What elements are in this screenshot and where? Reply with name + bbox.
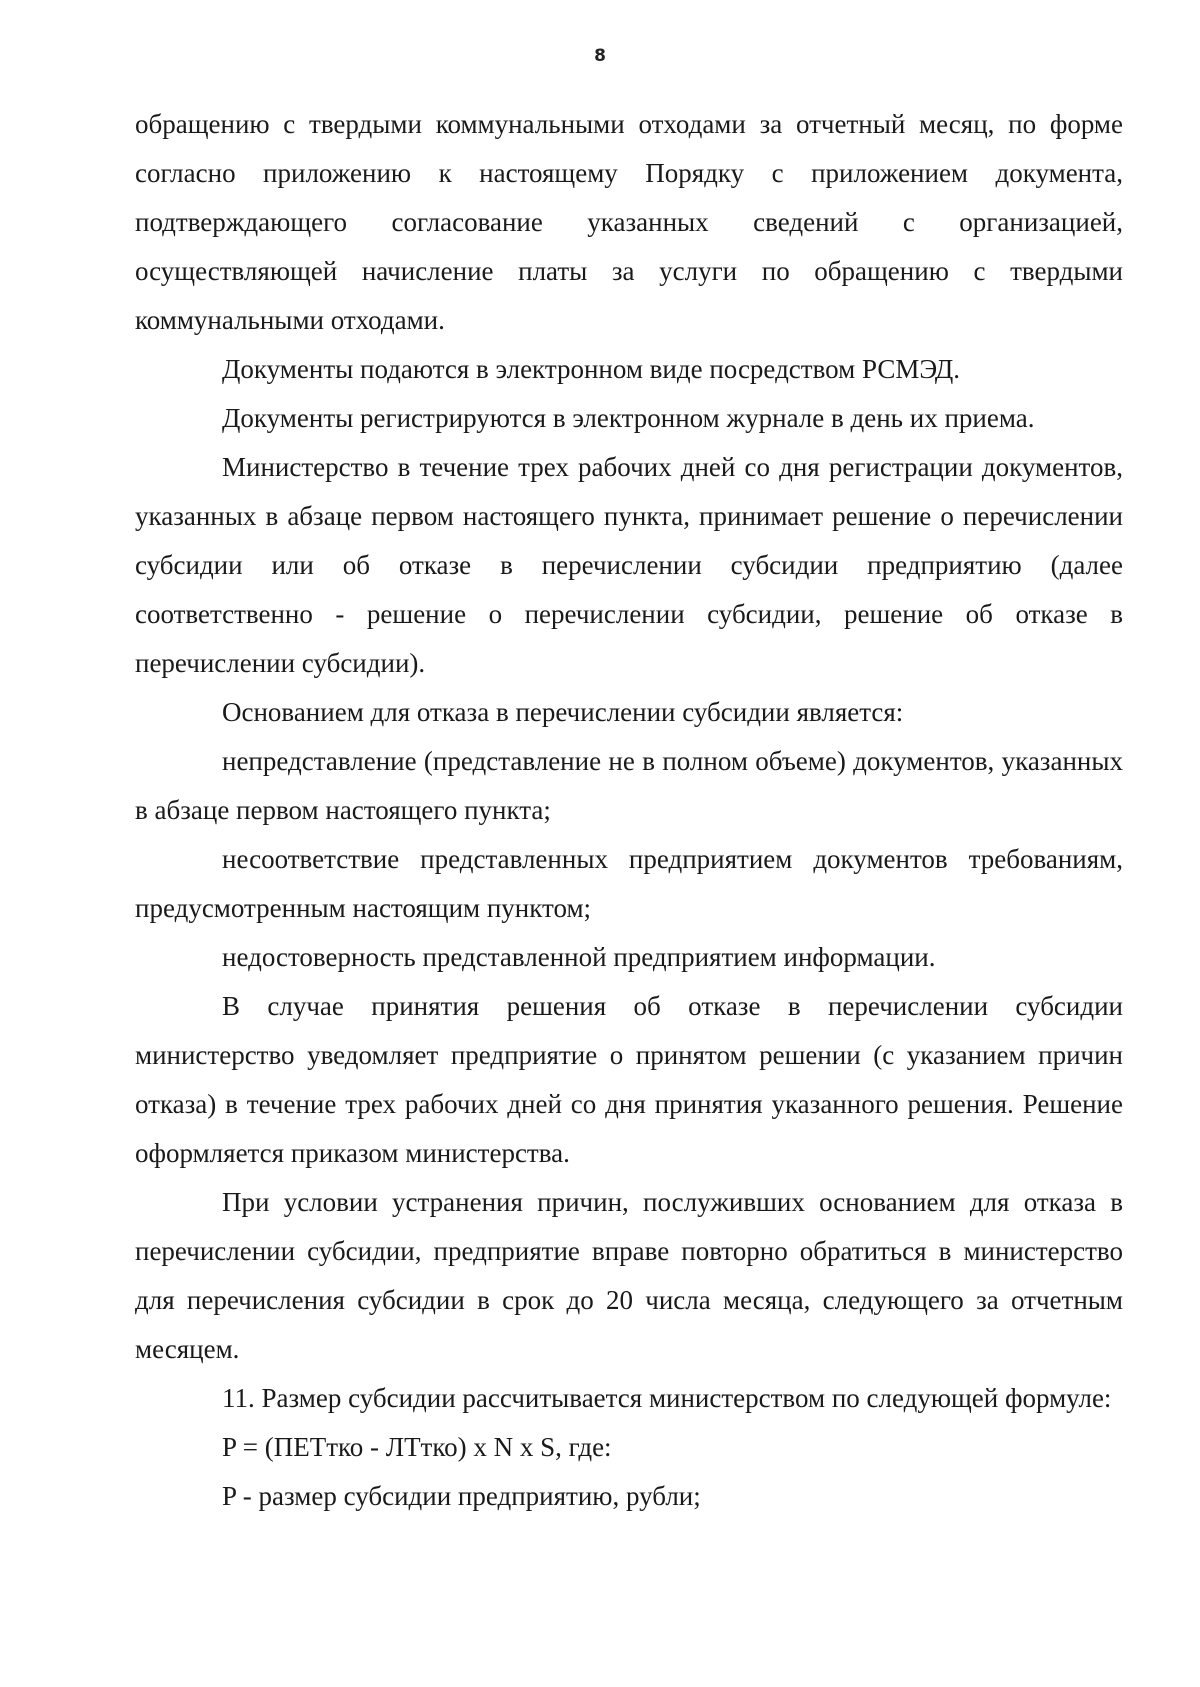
paragraph-refusal-ground-1: непредставление (представление не в полном объеме) документов, указанных в абзаце первом настоящего пункта;: [135, 746, 1123, 825]
formula-definition-p: P - размер субсидии предприятию, рубли;: [222, 1481, 701, 1511]
paragraph-ministry-decision: Министерство в течение трех рабочих дней со дня регистрации документов, указанных в абзаце первом настоящего пункта, принимает решение о перечислении субсидии или об отказе в перечислении субсидии предприятию (далее соответственно - решение о перечислении субсидии, решение об отказе в перечислении субсидии).: [135, 452, 1123, 678]
paragraph-refusal-ground-3: недостоверность представленной предприятием информации.: [222, 942, 936, 972]
paragraph-refusal-ground-2: несоответствие представленных предприятием документов требованиям, предусмотренным настоящим пунктом;: [135, 844, 1123, 923]
paragraph-reapplication: При условии устранения причин, послуживших основанием для отказа в перечислении субсидии, предприятие вправе повторно обратиться в министерство для перечисления субсидии в срок до 20 числа месяца, следующего за отчетным месяцем.: [135, 1187, 1123, 1364]
paragraph-continuation: обращению с твердыми коммунальными отходами за отчетный месяц, по форме согласно приложению к настоящему Порядку с приложением документа, подтверждающего согласование указанных сведений с организацией, осуществляющей начисление платы за услуги по обращению с твердыми коммунальными отходами.: [135, 109, 1123, 335]
document-body: [135, 100, 1123, 1521]
paragraph-documents-registration: Документы регистрируются в электронном журнале в день их приема.: [222, 403, 1035, 433]
paragraph-documents-submission: Документы подаются в электронном виде посредством РСМЭД.: [222, 354, 961, 384]
paragraph-refusal-grounds-heading: Основанием для отказа в перечислении субсидии является:: [222, 697, 904, 727]
page-number: 8: [594, 46, 606, 66]
subsidy-formula: P = (ПЕТтко - ЛТтко) x N x S, где:: [222, 1432, 612, 1462]
paragraph-refusal-notification: В случае принятия решения об отказе в перечислении субсидии министерство уведомляет предприятие о принятом решении (с указанием причин отказа) в течение трех рабочих дней со дня принятия указанного решения. Решение оформляется приказом министерства.: [135, 991, 1123, 1168]
paragraph-section-11: 11. Размер субсидии рассчитывается министерством по следующей формуле:: [222, 1383, 1112, 1413]
